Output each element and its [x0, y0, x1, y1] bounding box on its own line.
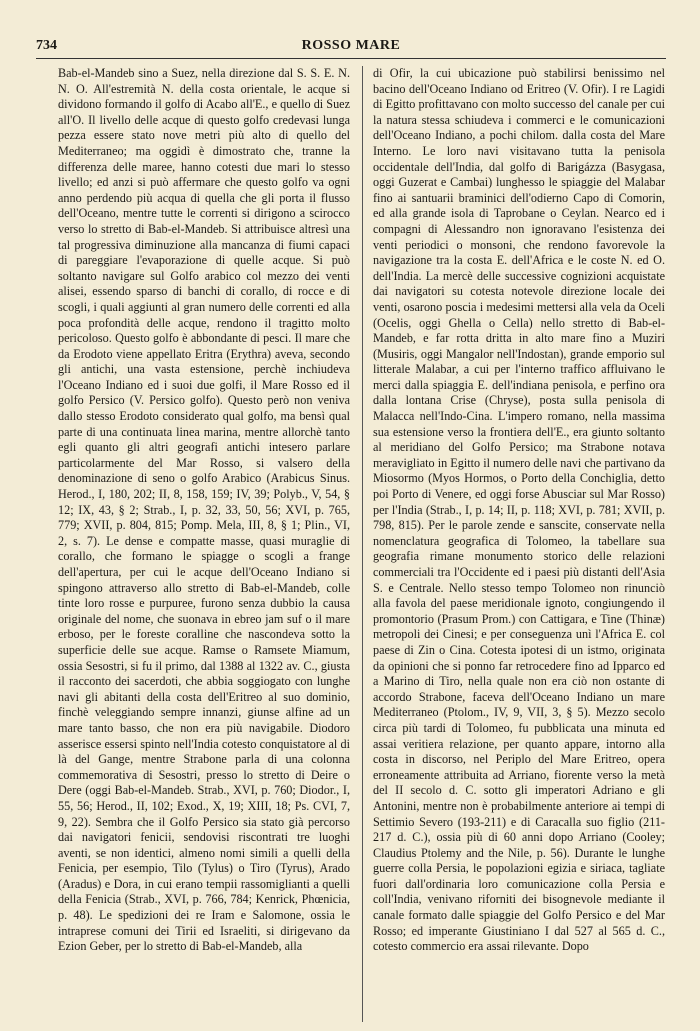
left-column-text: Bab-el-Mandeb sino a Suez, nella direzione dal S. S. E. N. N. O. All'estremità N. della costa orientale, le acque si dividono formando il golfo di Acabo all'E., e quello di Suez all'O. Il livello delle acque di questo golfo credevasi lunga pezza essere stato nove metri più alto di quello del Mediterraneo; ma oggidì è dimostrato che, tranne la differenza delle maree, hanno cotesti due mari lo stesso livello; ed anzi si può affermare che questo golfo va ogni anno perdendo più acqua di quella che gli porta il flusso dell'Oceano, mentre tutte le correnti si dirigono a scirocco verso lo stretto di Bab-el-Mandeb. Si attribuisce altresì una tal progressiva diminuzione alla mancanza di fiumi capaci di pareggiare l'evaporazione di quelle acque. Si può soltanto navigare sul Golfo arabico col mezzo dei venti alisei, essendo sparso di banchi di corallo, di rocce e di scogli, i quali aggiunti al gran numero delle correnti ed alla poca profondità delle acque, rendono il tragitto molto pericoloso. Questo golfo è abbondante di pesci. Il mare che da Erodoto viene appellato Eritra (Erythra) aveva, secondo gli antichi, una vasta estensione, perchè inchiudeva l'Oceano Indiano ed i suoi due golfi, il Mare Rosso ed il golfo Persico (V. Persico golfo). Questo però non veniva dallo stesso Erodoto considerato qual golfo, ma bensì qual parte di una continuata linea marina, mentre allorchè tanto egli quanto gli altri geografi antichi intesero parlare particolarmente del Mar Rosso, si valsero della denominazione di seno o golfo Arabico (Arabicus Sinus. Herod., I, 180, 202; II, 8, 158, 159; IV, 39; Polyb., V, 54, § 12; IX, 43, § 2; Strab., I, p. 32, 33, 50, 56; XVI, p. 765, 779; XVII, p. 804, 815; Pomp. Mela, III, 8, § 1; Plin., VI, 2, s. 7). Le dense e compatte masse, quasi muraglie di corallo, che formano le spiagge o scogli a frange dell'apertura, per cui le acque dell'Oceano Indiano si spingono attraverso allo stretto di Bab-el-Mandeb, colle tinte loro rosse e purpuree, furono senza dubbio la causa originale del nome, che suonava in ebreo jam suf o il mare erboso, per le foreste coralline che nascondeva sotto la superficie delle sue acque. Ramse o Ramsete Miamum, ossia Sesostri, si fu il primo, dal 1388 al 1322 av. C., giusta il racconto dei sacerdoti, che abbia soggiogato con lunghe navi gli abitanti della costa dell'Eritreo al suo dominio, finchè veleggiando sempre innanzi, giunse alfine ad un mare tanto basso, che non era più navigabile. Diodoro asserisce essersi spinto nell'India cotesto conquistatore al di là del Gange, mentre Strabone parla di una colonna commemorativa di Sesostri, presso lo stretto di Deire o Dere (oggi Bab-el-Mandeb. Strab., XVI, p. 760; Diodor., I, 55, 56; Herod., II, 102; Exod., X, 19; XIII, 18; Ps. CVI, 7, 9, 22). Sembra che il Golfo Persico sia stato già percorso dai navigatori fenicii, sendovisi riscontrati tre luoghi aventi, se non identici, almeno nomi simili a quelli della Fenicia, per esempio, Tilo (Tylus) o Tiro (Tyrus), Arado (Aradus) e Dora, in cui erano tempii rassomiglianti a quelli della Fenicia (Strab., XVI, p. 766, 784; Kenrick, Phœnicia, p. 48). Le spedizioni dei re Iram e Salomone, ossia le intraprese comuni dei Tirii ed Israeliti, si dirigevano da Ezion Geber, per lo stretto di Bab-el-Mandeb, alla	[58, 66, 350, 954]
page-number: 734	[36, 38, 57, 53]
header-rule	[36, 58, 666, 59]
left-column	[58, 66, 350, 1026]
right-column-text: di Ofir, la cui ubicazione può stabilirsi benissimo nel bacino dell'Oceano Indiano od Eritreo (V. Ofir). I re Lagidi di Egitto profittavano con molto successo del canale per cui la natura stessa schiudeva i commerci e le comunicazioni dell'Oceano Indiano, a pochi chilom. dalla costa del Mare Interno. Le loro navi visitavano tutta la penisola occidentale dell'India, dal golfo di Barigázza (Basygasa, oggi Guzerat e Cambai) lunghesso le spiaggie del Malabar fino ai santuarii braminici dell'odierno Capo di Comorin, ed alla grande isola di Taprobane o Ceylan. Nearco ed i compagni di Alessandro non ignoravano l'esistenza dei venti periodici o monsoni, che rendono favorevole la navigazione tra la costa E. dell'Africa e le coste N. ed O. dell'India. La mercè delle successive cognizioni acquistate dai navigatori su cotesta notevole direzione locale dei venti, osarono poscia i medesimi mettersi alla vela da Oceli (Ocelis, oggi Ghella o Cella) nello stretto di Bab-el-Mandeb, e far rotta dritta in alto mare fino a Muziri (Musiris, oggi Mangalor nell'Indostan), grande emporio sul litterale Malabar, a cui per l'interno traffico affluivano le merci dalla spiaggia E. dell'indiana penisola, e perfino ora dalla lontana Crise (Chryse), posta sulla penisola di Malacca nell'Indo-Cina. L'impero romano, nella massima sua estensione verso la frontiera dell'E., era giunto soltanto al meridiano del Golfo Persico; ma Strabone notava meravigliato in Egitto il numero delle navi che partivano da Miosormo (Myos Hormos, o Porto della Conchiglia, detto poi Porto di Venere, ed oggi forse Abusciar sul Mar Rosso) per l'India (Strab., I, p. 14; II, p. 118; XVI, p. 781; XVII, p. 798, 815). Per le parole zende e sanscite, conservate nella nomenclatura geografica di Tolomeo, la tabellare sua geografia rimane monumento storico delle relazioni commerciali tra l'Occidente ed i paesi più distanti dell'Asia S. e Centrale. Nello stesso tempo Tolomeo non rinunciò alla favola del paese meridionale ignoto, congiungendo il promontorio (Prasum Prom.) con Cattigara, e Tine (Thinæ) metropoli dei Cinesi; e per conseguenza unì l'Africa E. col paese di Zin o Cina. Cotesta ipotesi di un istmo, originata da opinioni che si ponno far retrocedere fino ad Ipparco ed a Marino di Tiro, nella quale non era ciò non ostante di accordo Strabone, faceva dell'Oceano Indiano un mare Mediterraneo (Ptolom., IV, 9, VII, 3, § 5). Mezzo secolo circa più tardi di Tolomeo, fu pubblicata una minuta ed assai veritiera relazione, per quanto appare, intorno alla costa in discorso, nel Periplo del Mare Eritreo, opera erroneamente attribuita ad Arriano, fiorente verso la metà del II secolo d. C. sotto gli imperatori Adriano e gli Antonini, mentre non è probabilmente anteriore ai tempi di Settimio Severo (193-211) e di Caracalla suo figlio (211-217 d. C.), ossia più di 60 anni dopo Arriano (Cooley; Claudius Ptolemy and the Nile, p. 56). Durante le lunghe guerre colla Persia, le popolazioni egizia e siriaca, tagliate fuori dall'ordinaria loro comunicazione colla Persia e coll'India, venivano riforniti dei bisognevole mediante il canale formato dalle spiaggie del Golfo Persico e del Mar Rosso; ed imperante Giustiniano I dal 527 al 565 d. C., cotesto commercio era assai rilevante. Dopo	[373, 66, 665, 954]
column-divider	[362, 66, 363, 1022]
right-column	[373, 66, 665, 1026]
page-header	[36, 34, 666, 56]
running-title: ROSSO MARE	[301, 38, 401, 53]
